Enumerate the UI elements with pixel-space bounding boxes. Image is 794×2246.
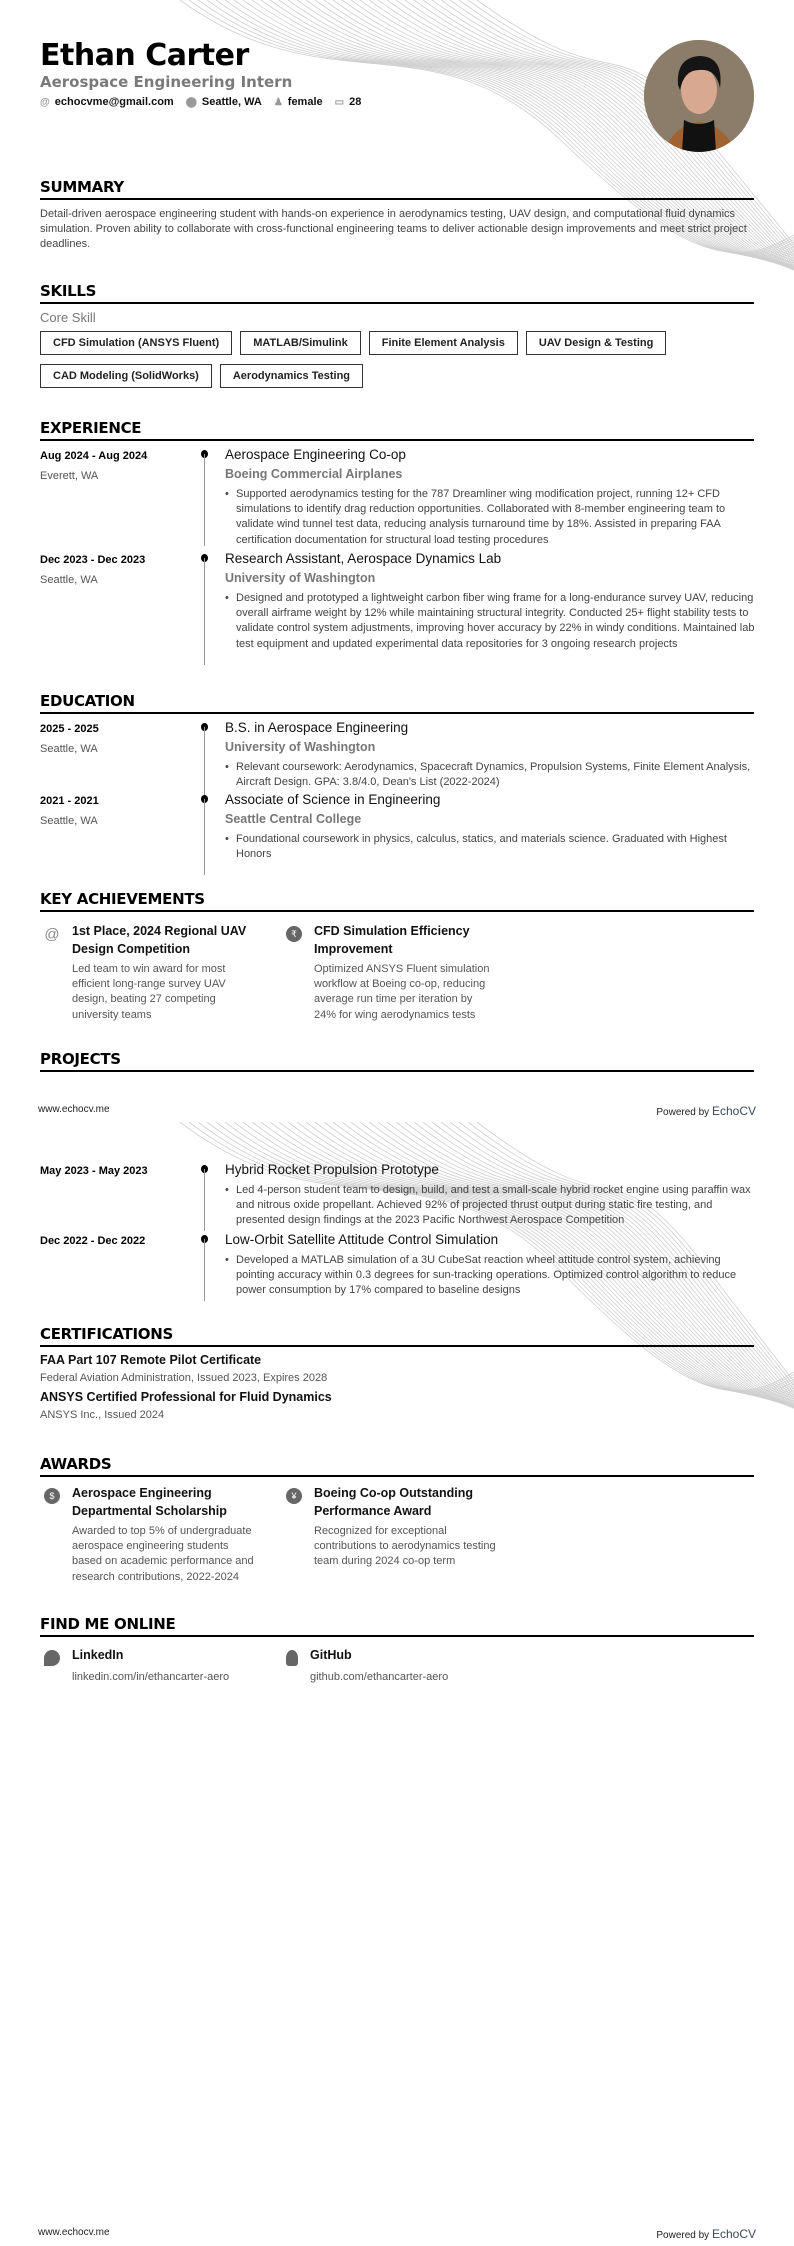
- entry-date: May 2023 - May 2023: [40, 1165, 148, 1177]
- at-icon: @: [44, 925, 60, 943]
- education-heading: EDUCATION: [40, 692, 754, 714]
- bullet-marker: •: [225, 592, 229, 604]
- skill-group-label: Core Skill: [40, 310, 96, 325]
- at-icon: @: [40, 96, 50, 108]
- achievement-card: [44, 922, 254, 1023]
- entry-location: Seattle, WA: [40, 815, 98, 827]
- candidate-name: Ethan Carter: [40, 38, 249, 73]
- location-text: Seattle, WA: [201, 96, 262, 108]
- online-link-linkedin: [44, 1646, 254, 1685]
- summary-text: Detail-driven aerospace engineering student with hands-on experience in aerodynamics testing, UAV design, and computational fluid dynamics simulation. Proven ability to collaborate with cross-functional engineering teams to deliver actionable design improvements and meet strict project deadlines.: [40, 208, 747, 251]
- github-url[interactable]: github.com/ethancarter-aero: [310, 1671, 449, 1683]
- online-title: LinkedIn: [72, 1648, 124, 1662]
- entry-school: University of Washington: [225, 740, 376, 754]
- pie-chart-icon: [44, 1650, 60, 1666]
- certification-list: [40, 1353, 332, 1421]
- entry-bullet: Developed a MATLAB simulation of a 3U CubeSat reaction wheel attitude control system, achieving pointing accuracy within 0.3 degrees for sun-tracking operations. Optimized control algorithm to reduce power consumption by 17% compared to baseline designs: [236, 1254, 737, 1297]
- skill-tag: Aerodynamics Testing: [220, 364, 363, 388]
- rupee-icon: ₹: [286, 926, 302, 942]
- gender-text: female: [287, 96, 323, 108]
- award-desc: Awarded to top 5% of undergraduate aerospace engineering students based on academic performance and research contributions, 2022-2024: [72, 1525, 254, 1583]
- skill-tag: CFD Simulation (ANSYS Fluent): [40, 331, 232, 355]
- timeline-line: [204, 454, 205, 546]
- entry-date: 2021 - 2021: [40, 795, 99, 807]
- entry-bullet: Foundational coursework in physics, calculus, statics, and materials science. Graduated with Highest Honors: [236, 833, 727, 861]
- achievement-card: [286, 922, 496, 1023]
- age-text: 28: [349, 96, 362, 108]
- wave-line: [477, 0, 794, 306]
- award-card: [286, 1484, 496, 1570]
- calendar-icon: ▭: [334, 96, 345, 108]
- wave-line: [468, 0, 794, 303]
- award-title: Aerospace Engineering Departmental Scholarship: [72, 1486, 227, 1518]
- entry-date: Aug 2024 - Aug 2024: [40, 450, 148, 462]
- award-desc: Recognized for exceptional contributions to aerodynamics testing team during 2024 co-op term: [314, 1525, 496, 1568]
- certification-title: ANSYS Certified Professional for Fluid Dynamics: [40, 1390, 332, 1404]
- online-link-github: [286, 1646, 496, 1685]
- contact-age: [335, 96, 362, 108]
- projects-heading: PROJECTS: [40, 1050, 754, 1072]
- entry-title: Hybrid Rocket Propulsion Prototype: [225, 1162, 439, 1177]
- footer-site-link[interactable]: www.echocv.me: [38, 2227, 110, 2238]
- entry-location: Seattle, WA: [40, 574, 98, 586]
- certification-issuer: ANSYS Inc., Issued 2024: [40, 1409, 165, 1421]
- timeline-line: [204, 727, 205, 803]
- achievement-desc: Optimized ANSYS Fluent simulation workflow at Boeing co-op, reducing average run time per iteration by 24% for wing aerodynamics tests: [314, 963, 490, 1021]
- online-title: GitHub: [310, 1648, 352, 1662]
- certification-issuer: Federal Aviation Administration, Issued 2023, Expires 2028: [40, 1372, 328, 1384]
- entry-bullet: Supported aerodynamics testing for the 787 Dreamliner wing modification project, running 12+ CFD simulations to identify drag reduction opportunities. Collaborated with 8-member engineering team to validate wind tunnel test data, reducing analysis turnaround time by 18%. Assisted in preparing FAA certification documentation for structural load testing procedures: [236, 488, 726, 546]
- email-link[interactable]: echocvme@gmail.com: [54, 96, 174, 108]
- entry-title: Low-Orbit Satellite Attitude Control Simulation: [225, 1232, 499, 1247]
- powered-by-label: Powered by: [656, 2230, 710, 2241]
- skills-heading: SKILLS: [40, 282, 754, 304]
- awards-heading: AWARDS: [40, 1455, 754, 1477]
- profile-photo: [644, 40, 754, 152]
- award-card: [44, 1484, 254, 1585]
- skill-tag: UAV Design & Testing: [526, 331, 667, 355]
- powered-by-label: Powered by: [656, 1107, 710, 1118]
- entry-bullet: Relevant coursework: Aerodynamics, Spacecraft Dynamics, Propulsion Systems, Finite Element Analysis, Aircraft Design. GPA: 3.8/4.0, Dean's List (2022-2024): [236, 761, 751, 789]
- skill-tag: MATLAB/Simulink: [240, 331, 361, 355]
- wave-line: [459, 0, 794, 301]
- contact-location: [186, 96, 262, 108]
- wave-line: [450, 0, 794, 298]
- achievements-heading: KEY ACHIEVEMENTS: [40, 890, 754, 912]
- job-title: Aerospace Engineering Intern: [40, 73, 293, 91]
- entry-date: Dec 2022 - Dec 2022: [40, 1235, 146, 1247]
- brand-logo: EchoCV: [711, 1104, 756, 1118]
- person-icon: ♟: [273, 96, 283, 108]
- entry-date: 2025 - 2025: [40, 723, 99, 735]
- entry-bullet: Designed and prototyped a lightweight carbon fiber wing frame for a long-endurance survey UAV, reducing overall airframe weight by 12% while maintaining structural integrity. Conducted 25+ flight stability tests to validate control system adjustments, improving hover accuracy by 22% in windy conditions. Maintained lab test equipment and updated experimental data repositories for 3 ongoing research projects: [236, 592, 755, 650]
- timeline-line: [204, 1239, 205, 1301]
- entry-location: Everett, WA: [40, 470, 99, 482]
- timeline-line: [204, 1169, 205, 1231]
- entry-company: University of Washington: [225, 571, 376, 585]
- entry-title: Research Assistant, Aerospace Dynamics Lab: [225, 551, 502, 566]
- certification-title: FAA Part 107 Remote Pilot Certificate: [40, 1353, 262, 1367]
- entry-date: Dec 2023 - Dec 2023: [40, 554, 146, 566]
- summary-heading: SUMMARY: [40, 178, 754, 200]
- location-pin-icon: ⬤: [185, 96, 197, 108]
- bell-icon: [286, 1650, 298, 1666]
- timeline-line: [204, 799, 205, 875]
- entry-title: Aerospace Engineering Co-op: [225, 447, 406, 462]
- entry-bullet: Led 4-person student team to design, build, and test a small-scale hybrid rocket engine using paraffin wax and nitrous oxide propellant. Achieved 92% of projected thrust output during static fire testing, and presented design findings at the 2023 Pacific Northwest Aerospace Competition: [236, 1184, 751, 1227]
- achievement-title: 1st Place, 2024 Regional UAV Design Competition: [72, 924, 247, 956]
- achievement-desc: Led team to win award for most efficient long-range survey UAV design, beating 27 competing university teams: [72, 963, 226, 1021]
- entry-title: B.S. in Aerospace Engineering: [225, 720, 409, 735]
- entry-title: Associate of Science in Engineering: [225, 792, 441, 807]
- yen-icon: ¥: [286, 1488, 302, 1504]
- linkedin-url[interactable]: linkedin.com/in/ethancarter-aero: [72, 1671, 230, 1683]
- bullet-marker: •: [225, 833, 229, 845]
- page-footer: [38, 1104, 756, 1118]
- certifications-heading: CERTIFICATIONS: [40, 1325, 754, 1347]
- skill-tags: [40, 331, 754, 388]
- page-footer: [38, 2227, 756, 2241]
- timeline-line: [204, 558, 205, 665]
- bullet-marker: •: [225, 1184, 229, 1196]
- online-heading: FIND ME ONLINE: [40, 1615, 754, 1637]
- dollar-icon: $: [44, 1488, 60, 1504]
- entry-school: Seattle Central College: [225, 812, 362, 826]
- entry-company: Boeing Commercial Airplanes: [225, 467, 403, 481]
- skill-tag: CAD Modeling (SolidWorks): [40, 364, 212, 388]
- powered-by: [656, 2227, 756, 2241]
- contact-info: [40, 96, 361, 108]
- bullet-marker: •: [225, 761, 229, 773]
- experience-heading: EXPERIENCE: [40, 419, 754, 441]
- contact-email: [40, 96, 174, 108]
- contact-gender: [274, 96, 323, 108]
- brand-logo: EchoCV: [711, 2227, 756, 2241]
- achievement-title: CFD Simulation Efficiency Improvement: [314, 924, 470, 956]
- powered-by: [656, 1104, 756, 1118]
- bullet-marker: •: [225, 488, 229, 500]
- award-title: Boeing Co-op Outstanding Performance Award: [314, 1486, 474, 1518]
- bullet-marker: •: [225, 1254, 229, 1266]
- skill-tag: Finite Element Analysis: [369, 331, 518, 355]
- footer-site-link[interactable]: www.echocv.me: [38, 1104, 110, 1115]
- entry-location: Seattle, WA: [40, 743, 98, 755]
